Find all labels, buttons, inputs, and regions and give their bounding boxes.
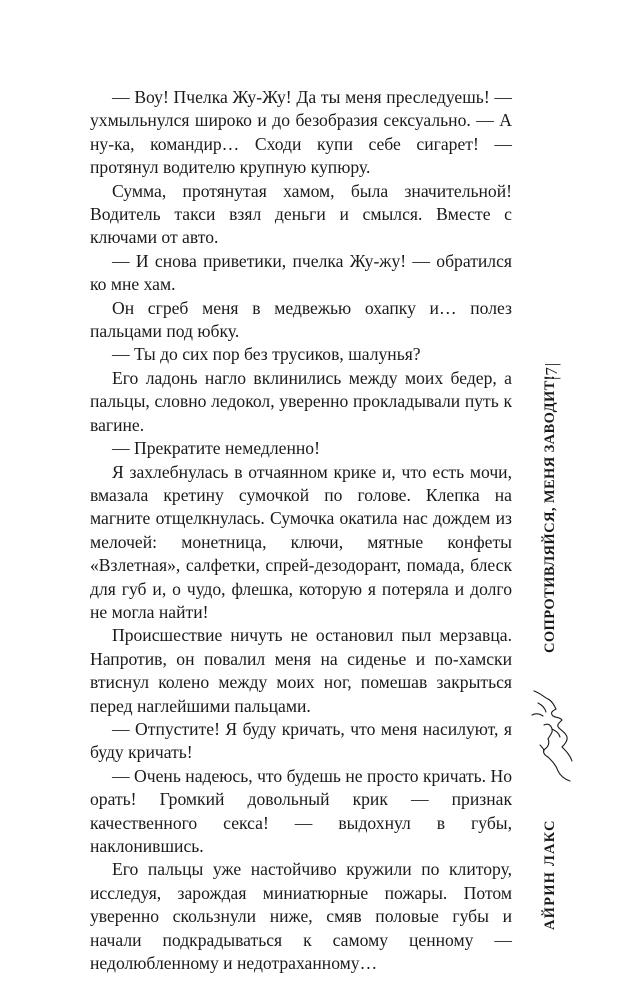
paragraph: — И снова приветики, пчелка Жу-жу! — обратился ко мне хам. [90, 250, 512, 295]
paragraph: — Очень надеюсь, что будешь не просто кричать. Но орать! Громкий довольный крик — признак качественного секса! — выдохнул в губы, наклонившись. [90, 765, 512, 856]
paragraph: Его ладонь нагло вклинились между моих бедер, а пальцы, словно ледокол, уверенно прокладывали путь к вагине. [90, 367, 512, 435]
kissing-faces-icon [526, 685, 576, 785]
paragraph: — Отпустите! Я буду кричать, что меня насилуют, я буду кричать! [90, 718, 512, 763]
paragraph: Я захлебнулась в отчаянном крике и, что есть мочи, вмазала кретину сумочкой по голове. Клепка на магните отщелкнулась. Сумочка окатила нас дождем из мелочей: монетница, ключи, мятные конфеты «Взлетная», салфетки, спрей-дезодорант, помада, блеск для губ и, о чудо, флешка, которую я потеряла и долго не могла найти! [90, 461, 512, 622]
paragraph: — Прекратите немедленно! [112, 438, 320, 459]
book-title: СОПРОТИВЛЯЙСЯ, МЕНЯ ЗАВОДИТ! [542, 375, 558, 653]
paragraph: Его пальцы уже настойчиво кружили по клитору, исследуя, зарождая миниатюрные пожары. Потом уверенно скользнули ниже, смяв половые губы и начали подкрадываться к самому ценному — недолюбленному и недотраханному… [90, 859, 512, 974]
page-number: |7| [542, 361, 561, 380]
paragraph: — Ты до сих пор без трусиков, шалунья? [112, 344, 421, 365]
paragraph: Происшествие ничуть не остановил пыл мерзавца. Напротив, он повалил меня на сиденье и по-хамски втиснул колено между моих ног, помешав закрыться перед наглейшими пальцами. [90, 625, 512, 716]
running-header-strip [526, 320, 581, 940]
paragraph: Сумма, протянутая хамом, была значительной! Водитель такси взял деньги и смылся. Вместе с ключами от авто. [90, 180, 512, 248]
paragraph: Он сгреб меня в медвежью охапку и… полез пальцами под юбку. [90, 297, 512, 342]
body-text [90, 86, 512, 975]
paragraph: — Воу! Пчелка Жу-Жу! Да ты меня преследуешь! — ухмыльнулся широко и до безобразия сексуально. — А ну-ка, командир… Сходи купи себе сигарет! — протянул водителю крупную купюру. [90, 87, 512, 178]
author-name: АЙРИН ЛАКС [542, 819, 558, 930]
